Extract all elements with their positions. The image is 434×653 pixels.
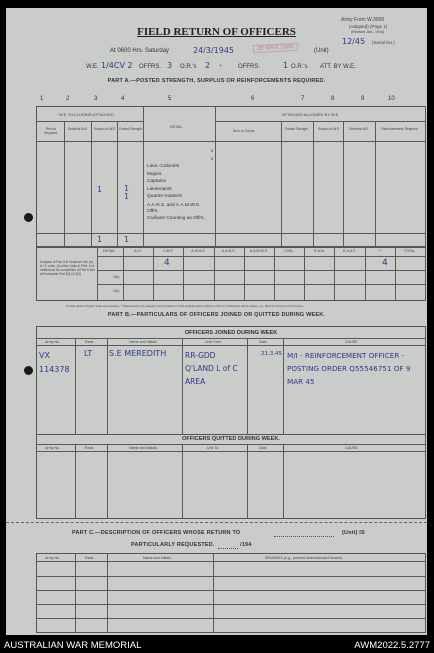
rank-lieutenants: Lieutenants (147, 186, 172, 192)
part-b-heading: PART B.—PARTICULARS OF OFFICERS JOINED OR QUITTED DURING WEEK. (107, 312, 326, 318)
received-stamp: 28 MAR 1945 (253, 43, 298, 53)
part-a-table (36, 106, 426, 248)
c-col-army-no: Army No. (45, 556, 60, 560)
rank-majors: Majors (147, 171, 162, 177)
mark-1: 1 (97, 185, 103, 194)
sub-header-arm-corps: Arm or Corps. (233, 129, 256, 133)
punch-hole-top (24, 213, 33, 222)
col-num-1: 1 (40, 96, 44, 102)
total-value: 4 (382, 258, 388, 268)
quitted-table (36, 433, 426, 519)
part-c-table (36, 553, 426, 633)
part-c-heading-b: (Unit) IS (342, 530, 365, 536)
part-c-heading-d: /194 (240, 542, 252, 548)
detail-col-divider (334, 246, 335, 300)
aif-value: 4 (164, 258, 170, 268)
we-value: 1/4CV 2 (101, 61, 133, 70)
plus-sign: + (219, 64, 223, 70)
total-mark-1: 1 (97, 235, 103, 244)
col-num-4: 4 (121, 96, 125, 102)
sub-header-reinforcements: Rein-ts Required. (44, 127, 58, 135)
detail-col-divider (274, 246, 275, 300)
ors-label: O.R.'s (180, 64, 197, 70)
quitted-heading: OFFICERS QUITTED DURING WEEK. (182, 436, 280, 442)
detail-col-divider (153, 246, 154, 300)
entry-cause: M/I - REINFORCEMENT OFFICER - POSTING ORDER Q55546751 OF 9 MAR 45 (287, 351, 411, 386)
entry-rank: LT (84, 349, 93, 358)
detail-col-label: DETAIL. (103, 249, 117, 253)
sub-header-reinforcements-required: Reinforcements Required. (381, 127, 419, 131)
joined-table (36, 326, 426, 435)
detail-col-header: A.A.M.W.S. (249, 249, 269, 253)
detail-col-divider (395, 246, 396, 300)
detail-col-header: A.W.A.S. (191, 249, 206, 253)
footer-institution: AUSTRALIAN WAR MEMORIAL (4, 640, 142, 651)
q-col-cause: CAUSE. (345, 446, 359, 450)
sub-header-deficient-we: Deficient W.E. (348, 127, 370, 131)
rank-aans-offrs: A.A.N.S. and A.A.M.W.S. Offrs. (147, 202, 201, 214)
col-num-6: 6 (251, 96, 255, 102)
we-excluding-attached: W.E. EXCLUDING ATTACHED. (59, 112, 115, 117)
detail-col-divider (304, 246, 305, 300)
detail-row-1b: 1(b) (113, 275, 120, 279)
col-cause: CAUSE. (345, 340, 359, 344)
col-unit-from: Unit From. (205, 340, 222, 344)
we-label: W.E. (86, 64, 99, 70)
detail-col-divider (244, 246, 245, 300)
col-num-2: 2 (66, 96, 70, 102)
q-col-name: Name and Initials. (129, 446, 158, 450)
part-a-heading: PART A.—POSTED STRENGTH, SURPLUS OR REINFORCEMENTS REQUIRED. (107, 78, 326, 84)
q-col-rank: Rank. (85, 446, 95, 450)
revised-label: (Revised Jan., 1944) (351, 30, 385, 34)
detail-col-header: C.M.F. (163, 249, 174, 253)
sub-header-deficient: Deficient W.E. (67, 127, 89, 131)
analysis-table (36, 246, 426, 301)
mark-2: 1 (124, 184, 130, 193)
form-title: FIELD RETURN OF OFFICERS (137, 26, 296, 38)
col-num-5: 5 (168, 96, 172, 102)
perforation-line (6, 522, 427, 523)
mark-3: 1 (124, 192, 130, 201)
q-col-unit-to: Unit To. (207, 446, 220, 450)
footer-accession: AWM2022.5.2777 (354, 640, 430, 651)
detail-col-header: CIVIL. (284, 249, 295, 253)
q-col-army-no: Army No. (45, 446, 60, 450)
rank-hash-marks: # # (211, 148, 213, 161)
army-form-number: Army Form W.3008 (341, 17, 385, 23)
entry-date: 21.3.45 (261, 351, 282, 357)
c-col-remarks: REMARKS (e.g., present whereabouts if known). (265, 556, 343, 560)
entry-name: S.E MEREDITH (109, 349, 167, 358)
col-date: Date. (259, 340, 268, 344)
col-num-7: 7 (301, 96, 305, 102)
offrs-label: OFFRS. (139, 64, 161, 70)
rank-captains: Captains (147, 179, 166, 185)
detail-col-header: * * (377, 249, 382, 253)
offrs-label-2: OFFRS. (238, 64, 260, 70)
rank-lt-colonels: Lieut.-Colonels (147, 164, 179, 169)
part-a-footnote: # Insert detail of higher ranks as necessary. ** Reserved for any category not provided for in the analysis will be shown in this Col. Particulars will be shown, e.g. (B) N.Z. Forces, in N.Z. Forces. (66, 304, 304, 308)
att-label: ATT. BY W.E. (320, 64, 356, 70)
detail-col-header: A.A.N.S. (221, 249, 236, 253)
col-army-no: Army No. (45, 340, 60, 344)
hrs-line (110, 48, 169, 54)
col-num-10: 10 (388, 96, 395, 102)
q-col-date: Date. (259, 446, 268, 450)
punch-hole-bottom (24, 366, 33, 375)
detail-col-header: R.A.N. (313, 249, 325, 253)
entry-army-no: VX 114378 (39, 351, 70, 374)
adapted-label: (Adapted) (Page 1) (349, 24, 388, 29)
detail-col-divider (365, 246, 366, 300)
col-name: Name and Initials. (129, 340, 158, 344)
sub-header-posted-strength: Posted Strength. (285, 127, 309, 131)
hrs-label: At 0600 Hrs. Saturday (110, 48, 170, 54)
part-c-heading-a: PART C.—DESCRIPTION OF OFFICERS WHOSE RETURN TO (72, 530, 241, 536)
serial-number-value: 12/45 (342, 37, 366, 46)
col-rank: Rank. (85, 340, 95, 344)
detail-col-divider (183, 246, 184, 300)
detail-col-header: A.I.F. (134, 249, 143, 253)
ors-label-2: O.R.'s (291, 64, 308, 70)
c-col-name: Name and Initials. (143, 556, 172, 560)
we-line (86, 64, 99, 70)
offrs-value: 3 (167, 61, 173, 70)
col-num-3: 3 (94, 96, 98, 102)
c-col-rank: Rank. (85, 556, 95, 560)
ranks-list (147, 163, 211, 222)
sub-header-posted: Posted Strength. (119, 127, 143, 131)
rank-quarter-masters: Quarter-masters (147, 194, 182, 200)
ors-value: 2 (205, 61, 211, 70)
sub-header-surplus-we: Surplus to W.E. (318, 127, 340, 131)
analysis-note: Analysis of Part A in 5a above into (a) A.I.F. units, (b) other Units in Part. If of institutions for completion of Part 5 this will complete Part 5(1) & 6(2) (40, 260, 95, 276)
detail-col-divider (123, 246, 124, 300)
detail-col-header: R.A.A.F. (342, 249, 357, 253)
unit-label: (Unit) (314, 48, 329, 54)
detail-col-divider (214, 246, 215, 300)
detail-row-2b: 2(b) (113, 289, 120, 293)
part-c-date-blank (218, 548, 238, 549)
col-num-8: 8 (331, 96, 335, 102)
ors-value-2: 1 (283, 61, 289, 70)
entry-unit-from: RR-GDD Q'LAND L of C AREA (185, 351, 238, 386)
serial-number-label: (Serial No.) (372, 40, 395, 45)
date-value: 24/3/1945 (193, 46, 235, 55)
col-num-9: 9 (361, 96, 365, 102)
footer-bar (0, 638, 434, 653)
detail-col-header: TOTAL. (403, 249, 417, 253)
sub-header-surplus: Surplus to W.E. (94, 127, 116, 131)
col-numbers (26, 96, 426, 104)
form-sheet (6, 8, 427, 635)
total-mark-2: 1 (124, 235, 130, 244)
part-c-unit-blank (274, 536, 334, 537)
attached-allowed: ATTACHED ALLOWED BY W.E. (282, 112, 340, 117)
joined-heading: OFFICERS JOINED DURING WEEK (184, 330, 278, 336)
rank-civilians: Civilians Counting as Offrs. (147, 216, 205, 222)
detail-label: DETAIL. (170, 125, 184, 129)
part-c-heading-c: PARTICULARLY REQUESTED. (131, 542, 215, 548)
